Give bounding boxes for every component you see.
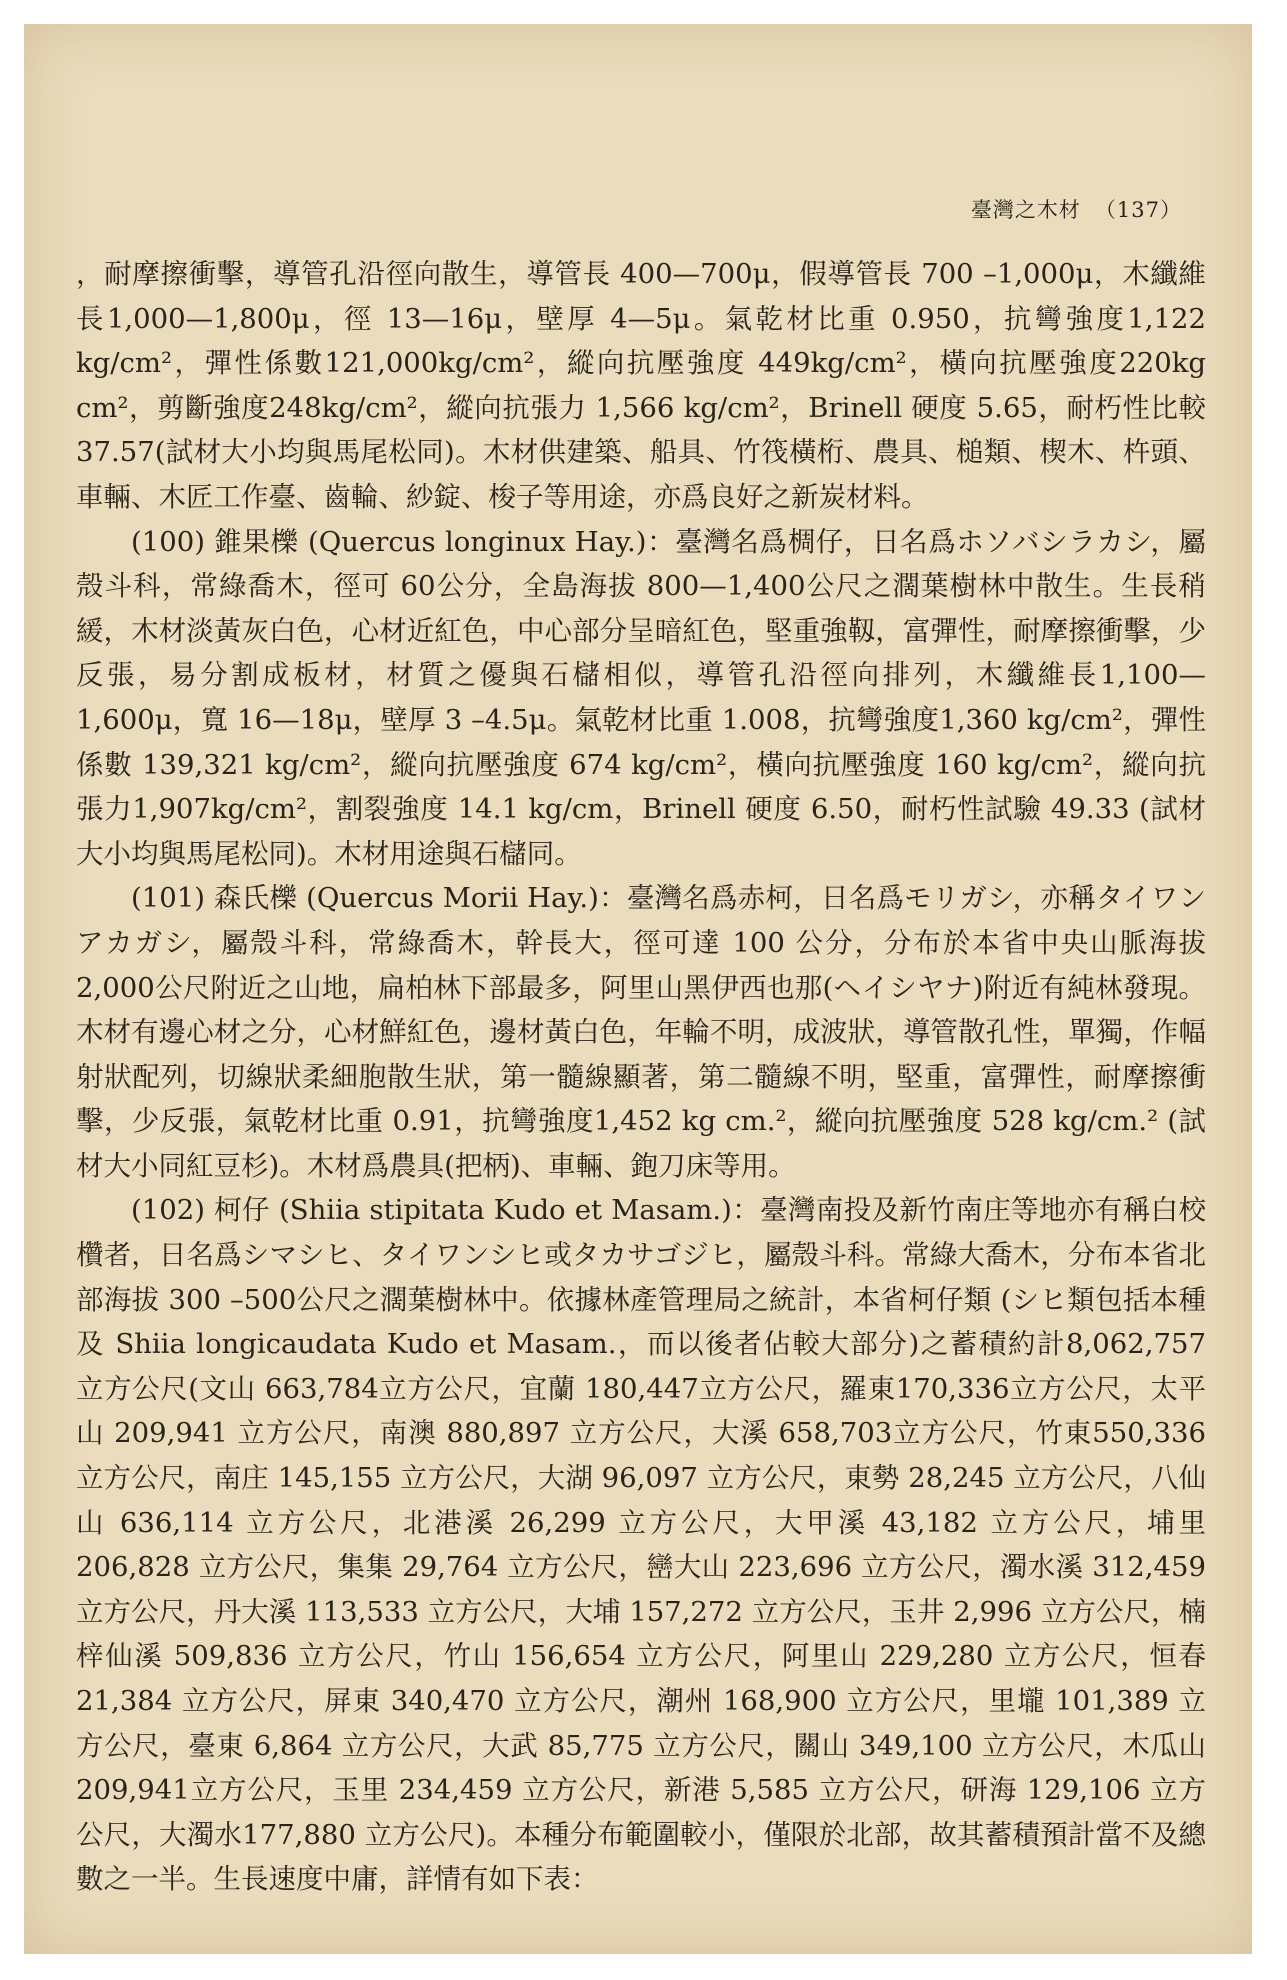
page-sheet bbox=[24, 24, 1252, 1954]
body-text bbox=[76, 252, 1206, 1902]
paragraph-continuation: ，耐摩擦衝擊，導管孔沿徑向散生，導管長 400—700μ，假導管長 700 –1,000μ，木纖維長1,000—1,800μ，徑 13—16μ，壁厚 4—5μ。氣乾材比重 0.950，抗彎強度1,122 kg/cm²，彈性係數121,000kg/cm²，縱向抗壓強度 449kg/cm²，橫向抗壓強度220kg cm²，剪斷強度248kg/cm²，縱向抗張力 1,566 kg/cm²，Brinell 硬度 5.65，耐朽性比較 37.57(試材大小均與馬尾松同)。木材供建築、船具、竹筏橫桁、農具、槌類、楔木、杵頭、車輛、木匠工作臺、齒輪、紗錠、梭子等用途，亦爲良好之新炭材料。 bbox=[76, 258, 1206, 513]
paragraph-entry-100: (100) 錐果櫟 (Quercus longinux Hay.)：臺灣名爲椆仔，日名爲ホソバシラカシ，屬殼斗科，常綠喬木，徑可 60公分，全島海拔 800—1,400公尺之濶葉樹林中散生。生長稍緩，木材淡黃灰白色，心材近紅色，中心部分呈暗紅色，堅重強靱，富彈性，耐摩擦衝擊，少反張，易分割成板材，材質之優與石櫧相似，導管孔沿徑向排列，木纖維長1,100—1,600μ，寬 16—18μ，壁厚 3 –4.5μ。氣乾材比重 1.008，抗彎強度1,360 kg/cm²，彈性係數 139,321 kg/cm²，縱向抗壓強度 674 kg/cm²，橫向抗壓強度 160 kg/cm²，縱向抗張力1,907kg/cm²，割裂強度 14.1 kg/cm，Brinell 硬度 6.50，耐朽性試驗 49.33 (試材大小均與馬尾松同)。木材用途與石櫧同。 bbox=[76, 525, 1206, 870]
header-title: 臺灣之木材 bbox=[970, 198, 1081, 222]
page-number: （137） bbox=[1094, 198, 1182, 222]
paragraph-entry-101: (101) 森氏櫟 (Quercus Morii Hay.)：臺灣名爲赤柯，日名爲モリガシ，亦稱タイワンアカガシ，屬殼斗科，常綠喬木，幹長大，徑可達 100 公分，分布於本省中央山脈海拔2,000公尺附近之山地，扁柏林下部最多，阿里山黑伊西也那(ヘイシヤナ)附近有純林發現。木材有邊心材之分，心材鮮紅色，邊材黃白色，年輪不明，成波狀，導管散孔性，單獨，作幅射狀配列，切線狀柔細胞散生狀，第一髓線顯著，第二髓線不明，堅重，富彈性，耐摩擦衝擊，少反張，氣乾材比重 0.91，抗彎強度1,452 kg cm.²，縱向抗壓強度 528 kg/cm.² (試材大小同紅豆杉)。木材爲農具(把柄)、車輛、鉋刀床等用。 bbox=[76, 882, 1206, 1182]
running-header bbox=[971, 194, 1182, 224]
paragraph-entry-102: (102) 柯仔 (Shiia stipitata Kudo et Masam.)：臺灣南投及新竹南庄等地亦有稱白校欑者，日名爲シマシヒ、タイワンシヒ或タカサゴジヒ，屬殼斗科。常綠大喬木，分布本省北部海拔 300 –500公尺之濶葉樹林中。依據林產管理局之統計，本省柯仔類 (シヒ類包括本種及 Shiia longicaudata Kudo et Masam.，而以後者佔較大部分)之蓄積約計8,062,757 立方公尺(文山 663,784立方公尺，宜蘭 180,447立方公尺，羅東170,336立方公尺，太平山 209,941 立方公尺，南澳 880,897 立方公尺，大溪 658,703立方公尺，竹東550,336 立方公尺，南庄 145,155 立方公尺，大湖 96,097 立方公尺，東勢 28,245 立方公尺，八仙山 636,114 立方公尺，北港溪 26,299 立方公尺，大甲溪 43,182 立方公尺，埔里206,828 立方公尺，集集 29,764 立方公尺，巒大山 223,696 立方公尺，濁水溪 312,459 立方公尺，丹大溪 113,533 立方公尺，大埔 157,272 立方公尺，玉井 2,996 立方公尺，楠梓仙溪 509,836 立方公尺，竹山 156,654 立方公尺，阿里山 229,280 立方公尺，恒春 21,384 立方公尺，屏東 340,470 立方公尺，潮州 168,900 立方公尺，里壠 101,389 立方公尺，臺東 6,864 立方公尺，大武 85,775 立方公尺，關山 349,100 立方公尺，木瓜山 209,941立方公尺，玉里 234,459 立方公尺，新港 5,585 立方公尺，研海 129,106 立方公尺，大濁水177,880 立方公尺)。本種分布範圍較小，僅限於北部，故其蓄積預計當不及總數之一半。生長速度中庸，詳情有如下表： bbox=[76, 1194, 1206, 1896]
